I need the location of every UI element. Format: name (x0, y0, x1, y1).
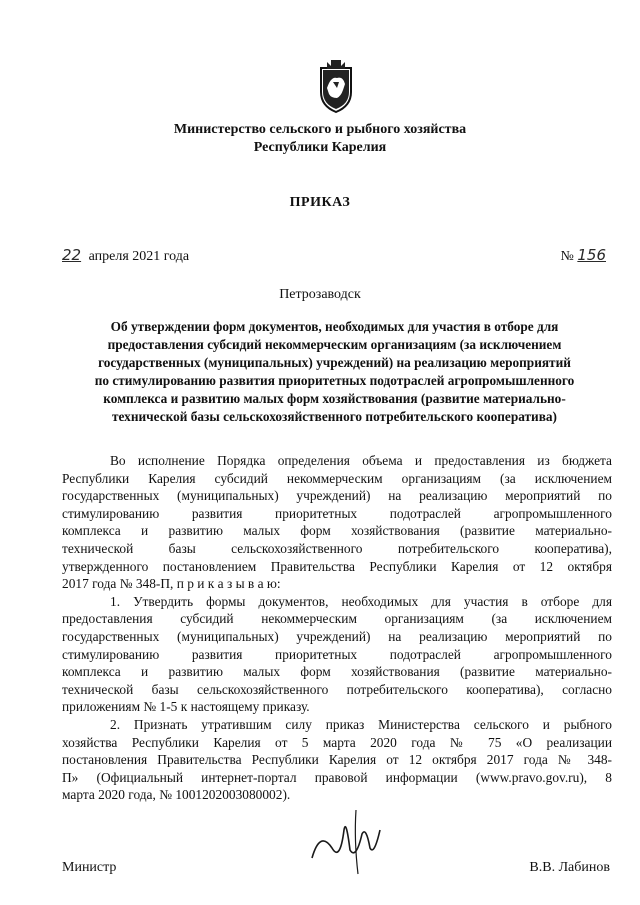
body-line: стимулированию развития приоритетных подотраслей агропромышленного (62, 646, 612, 662)
order-date (62, 246, 189, 265)
date-day-handwritten: 22 (62, 246, 82, 264)
body-line: 2. Признать утратившим силу приказ Министерства сельского и рыбного (110, 716, 612, 732)
body-line: комплекса и развитию малых форм хозяйствования (развитие материально- (62, 664, 612, 680)
subject-line: по стимулированию развития приоритетных подотраслей агропромышленного (94, 373, 575, 388)
body-line: марта 2020 года, № 1001202003080002). (62, 787, 291, 803)
subject-line: государственных (муниципальных) учреждений) на реализацию мероприятий (98, 355, 571, 370)
order-body (62, 452, 612, 804)
body-line: стимулированию развития приоритетных подотраслей агропромышленного (62, 505, 612, 521)
subject-line: технической базы сельскохозяйственного потребительского кооператива) (112, 409, 557, 424)
body-line: постановления Правительства Республики Карелия от 12 октября 2017 года № 348- (62, 752, 612, 768)
body-line: Во исполнение Порядка определения объема и предоставления из бюджета (110, 453, 612, 468)
body-line: Республики Карелия субсидий некоммерческим организациям (за исключением (62, 470, 612, 486)
handwritten-signature (300, 800, 400, 880)
ministry-line-2: Республики Карелия (253, 140, 387, 155)
body-line: П» (Официальный интернет-портал правовой информации (www.pravo.gov.ru), 8 (62, 769, 612, 785)
body-line: государственных (муниципальных) учреждений) на реализацию мероприятий по (62, 628, 612, 644)
body-line: комплекса и развитию малых форм хозяйствования (развитие материально- (62, 523, 612, 539)
body-line: предоставления субсидий некоммерческим организациям (за исключением (62, 611, 612, 627)
city: Петрозаводск (279, 287, 361, 302)
body-line: государственных (муниципальных) учреждений) на реализацию мероприятий по (62, 488, 612, 504)
ministry-name (0, 121, 640, 157)
subject-line: комплекса и развитию малых форм хозяйствования (развитие материально- (103, 391, 566, 406)
date-rest: апреля 2021 года (88, 249, 190, 264)
body-line: хозяйства Республики Карелия от 5 марта 2020 года № 75 «О реализации (62, 734, 612, 750)
subject-line: Об утверждении форм документов, необходимых для участия в отборе для (110, 319, 559, 334)
subject-line: предоставления субсидий некоммерческим организациям (за исключением (107, 337, 562, 352)
signatory-name: В.В. Лабинов (529, 860, 610, 875)
body-line: утвержденного постановлением Правительства Республики Карелия от 12 октября (62, 558, 612, 574)
body-line: 2017 года № 348-П, п р и к а з ы в а ю: (62, 576, 281, 592)
ministry-line-1: Министерство сельского и рыбного хозяйства (173, 122, 467, 137)
number-prefix: № (560, 249, 574, 264)
body-line: технической базы сельскохозяйственного потребительского кооператива), согласно (62, 681, 612, 697)
number-handwritten: 156 (577, 246, 606, 264)
signatory-position: Министр (62, 860, 117, 875)
body-line: приложениям № 1-5 к настоящему приказу. (62, 699, 310, 715)
body-line: 1. Утвердить формы документов, необходимых для участия в отборе для (110, 593, 612, 609)
document-type: ПРИКАЗ (289, 195, 351, 210)
order-subject (62, 318, 607, 426)
coat-of-arms-emblem (313, 58, 359, 114)
body-line: технической базы сельскохозяйственного потребительского кооператива), (62, 540, 612, 556)
order-number (561, 246, 611, 265)
